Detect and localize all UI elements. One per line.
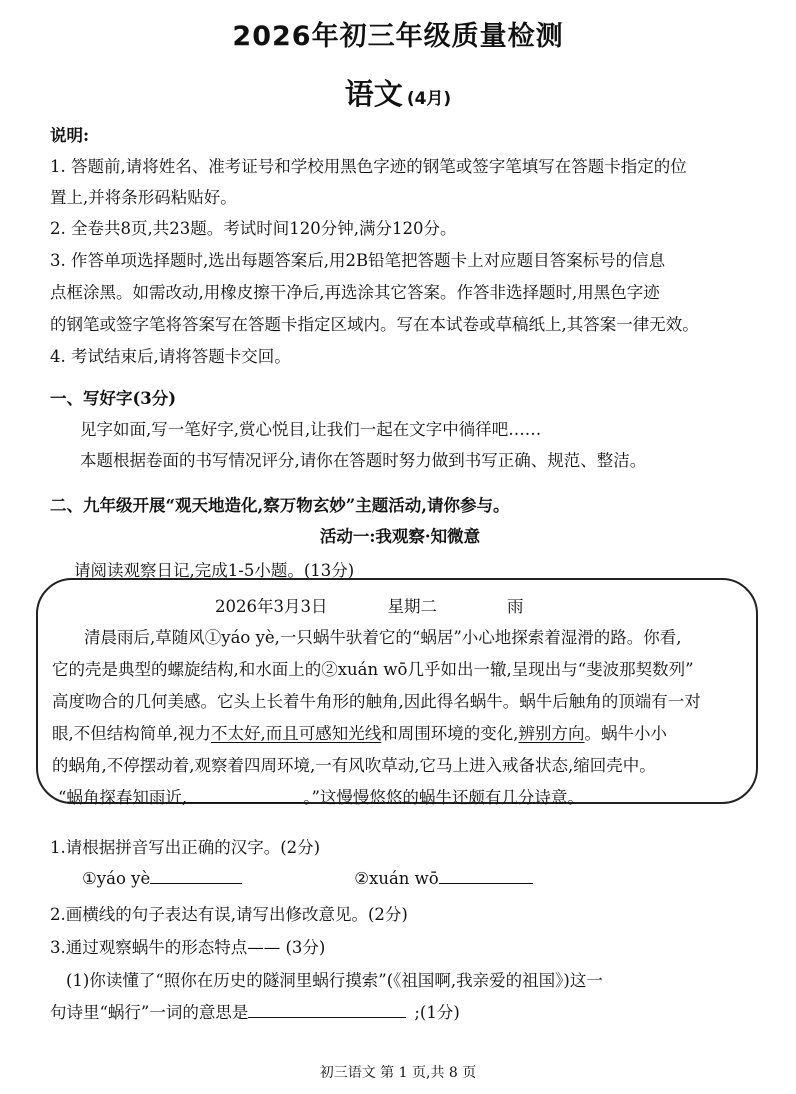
diary-text: 。”这慢慢悠悠的蜗牛还颇有几分诗意。: [303, 788, 584, 807]
instruction-line: 3. 作答单项选择题时,选出每题答案后,用2B铅笔把答题卡上对应题目答案标号的信息: [50, 251, 666, 270]
diary-weather: 雨: [507, 597, 524, 616]
question-3-1: (1)你读懂了“照你在历史的隧洞里蜗行摸索”(《祖国啊,我亲爱的祖国》)这一: [66, 971, 603, 990]
section2-heading: 二、九年级开展“观天地造化,察万物玄妙”主题活动,请你参与。: [50, 496, 510, 515]
question-text: 句诗里“蜗行”一词的意思是: [50, 1003, 249, 1022]
question-1: 1.请根据拼音写出正确的汉字。(2分): [50, 838, 321, 857]
diary-line: 它的壳是典型的螺旋结构,和水面上的②xuán wō几乎如出一辙,呈现出与“斐波那契数列”: [52, 660, 694, 679]
diary-line: [58, 784, 748, 808]
answer-blank[interactable]: [248, 1003, 406, 1018]
question-3: 3.通过观察蜗牛的形态特点—— (3分): [50, 938, 326, 957]
page-footer: 初三语文 第 1 页,共 8 页: [319, 1065, 477, 1081]
pinyin-b: ②xuán wō: [354, 869, 439, 888]
instructions-heading: 说明:: [50, 126, 90, 145]
reading-intro: 请阅读观察日记,完成1-5小题。(13分): [74, 561, 355, 580]
section1-line: 本题根据卷面的书写情况评分,请你在答题时努力做到书写正确、规范、整洁。: [80, 451, 647, 470]
underlined-sentence: 不太好,而且可感知光线: [211, 724, 382, 743]
answer-blank[interactable]: [187, 788, 303, 803]
exam-month: (4月): [406, 89, 452, 109]
diary-line: 高度吻合的几何美感。它头上长着牛角形的触角,因此得名蜗牛。蜗牛后触角的顶端有一对: [52, 692, 701, 711]
diary-text: 。蜗牛小小: [584, 724, 667, 743]
subject-heading: [0, 72, 796, 113]
instruction-line: 4. 考试结束后,请将答题卡交回。: [50, 347, 291, 366]
section1-line: 见字如面,写一笔好字,赏心悦目,让我们一起在文字中徜徉吧……: [80, 420, 542, 439]
diary-weekday: 星期二: [387, 597, 437, 616]
instruction-line: 2. 全卷共8页,共23题。考试时间120分钟,满分120分。: [50, 219, 457, 238]
subject-name: 语文: [344, 77, 403, 111]
instruction-line: 置上,并将条形码粘贴好。: [50, 188, 237, 207]
pinyin-a: ①yáo yè: [82, 869, 151, 888]
underlined-sentence: 辨别方向: [518, 724, 585, 743]
diary-text: 眼,不但结构简单,视力: [52, 724, 211, 743]
question-3-1-cont: [50, 999, 750, 1023]
section1-heading: 一、写好字(3分): [50, 389, 177, 408]
diary-line: 清晨雨后,草随风①yáo yè,一只蜗牛驮着它的“蜗居”小心地探索着湿滑的路。你看,: [84, 628, 682, 647]
diary-text: “蜗角探春知雨近,: [58, 788, 188, 807]
activity-title: 活动一:我观察·知微意: [319, 527, 481, 546]
answer-blank[interactable]: [150, 869, 242, 884]
diary-date: 2026年3月3日: [215, 597, 328, 616]
diary-date-line: [215, 593, 615, 617]
instruction-line: 1. 答题前,请将姓名、准考证号和学校用黑色字迹的钢笔或签字笔填写在答题卡指定的位: [50, 157, 687, 176]
question-text: ;(1分): [414, 1003, 460, 1022]
diary-line: 的蜗角,不停摆动着,观察着四周环境,一有风吹草动,它马上进入戒备状态,缩回壳中。: [52, 756, 656, 775]
instruction-line: 的钢笔或签字笔将答案写在答题卡指定区域内。写在本试卷或草稿纸上,其答案一律无效。: [50, 315, 699, 334]
answer-blank[interactable]: [439, 869, 533, 884]
question-2: 2.画横线的句子表达有误,请写出修改意见。(2分): [50, 905, 408, 924]
diary-line: [52, 720, 742, 744]
diary-text: 和周围环境的变化,: [381, 724, 519, 743]
question-1-items: [82, 869, 782, 888]
instruction-line: 点框涂黑。如需改动,用橡皮擦干净后,再选涂其它答案。作答非选择题时,用黑色字迹: [50, 283, 660, 302]
exam-title: 2026年初三年级质量检测: [232, 21, 564, 52]
